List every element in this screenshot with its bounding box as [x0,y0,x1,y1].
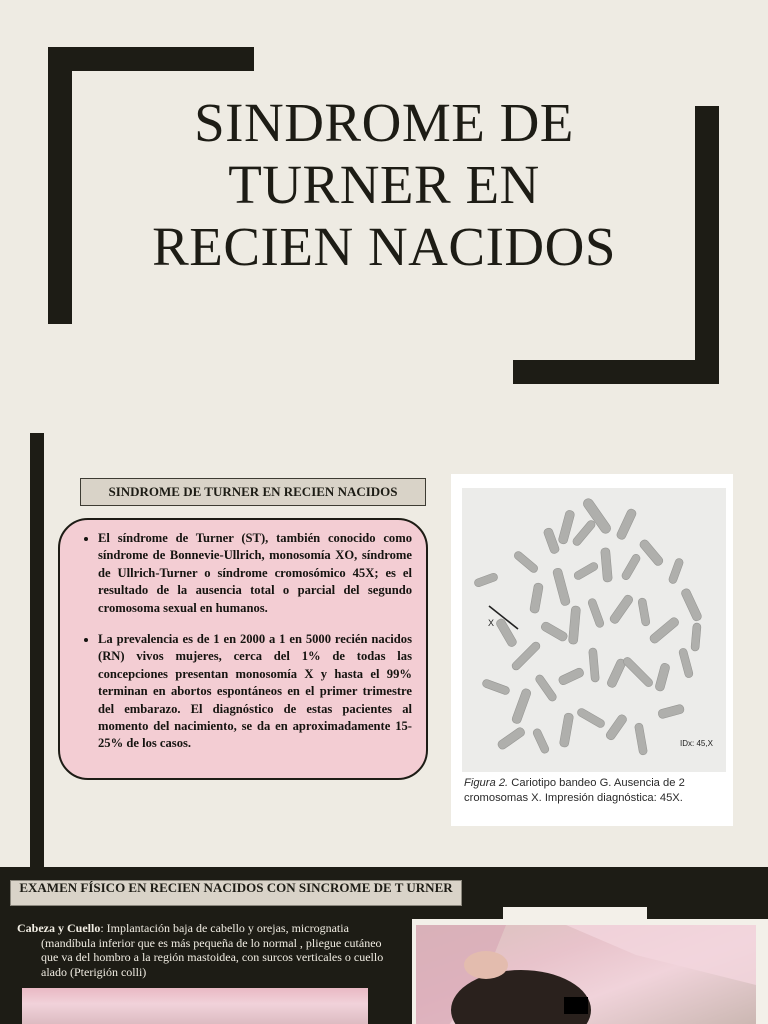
x-marker-label: X [488,618,495,628]
photo-tab [503,907,647,919]
newborn-photo-right [416,925,756,1024]
head-neck-findings [17,921,387,979]
frame-bottom-right-vertical [695,106,719,384]
page-title [100,92,668,278]
karyotype-image [462,488,726,772]
newborn-photo-image [416,925,756,1024]
head-neck-label: Cabeza y Cuello [17,921,101,935]
frame-bottom-right-horizontal [513,360,719,384]
title-line-2: TURNER EN [228,154,540,215]
karyotype-label: IDx: 45,X [680,739,713,748]
frame-top-left-vertical [48,47,72,324]
head-neck-line [17,921,387,936]
figure-caption-text: Cariotipo bandeo G. Ausencia de 2 cromosomas X. Impresión diagnóstica: 45X. [464,777,685,804]
karyotype-figure [451,474,733,826]
bullet-prevalence: • La prevalencia es de 1 en 2000 a 1 en 5000 recién nacidos (RN) vivos mujeres, cerca del 1% de todas las concepciones presentan monosomía X y hasta el 99% terminan en abortos espontáneos en el primer trimestre del embarazo. El diagnóstico de estas pacientes al momento del nacimiento, se da en aproximadamente 15-25% de los casos. [98,631,412,753]
exam-slide [0,867,768,1024]
title-line-1: SINDROME DE [194,92,574,153]
exam-section-label: EXAMEN FÍSICO EN RECIEN NACIDOS CON SINCROME DE T URNER [10,880,462,906]
figure-caption [464,776,726,806]
definition-box [58,518,428,780]
figure-caption-prefix: Figura 2. [464,777,509,789]
head-neck-text: : Implantación baja de cabello y orejas, micrognatia [100,921,349,935]
chromosome-spread-image [462,488,726,772]
bullet-definition: • El síndrome de Turner (ST), también conocido como síndrome de Bonnevie-Ullrich, monosomía XO, síndrome de Ullrich-Turner o síndrome cromosómico 45X; es el resultado de la ausencia total o parcial del segundo cromosoma sexual en humanos. [98,530,412,617]
frame-top-left-horizontal [48,47,254,71]
title-line-3: RECIEN NACIDOS [152,216,616,277]
bullet-list [76,530,412,753]
newborn-photo-left [22,988,368,1024]
left-accent-bar [30,433,44,867]
section-label: SINDROME DE TURNER EN RECIEN NACIDOS [80,478,426,506]
head-neck-continued: (mandíbula inferior que es más pequeña de lo normal , pliegue cutáneo que va del hombro a la región mastoidea, con surcos verticales o cuello alado (Pterigión colli) [41,935,384,979]
